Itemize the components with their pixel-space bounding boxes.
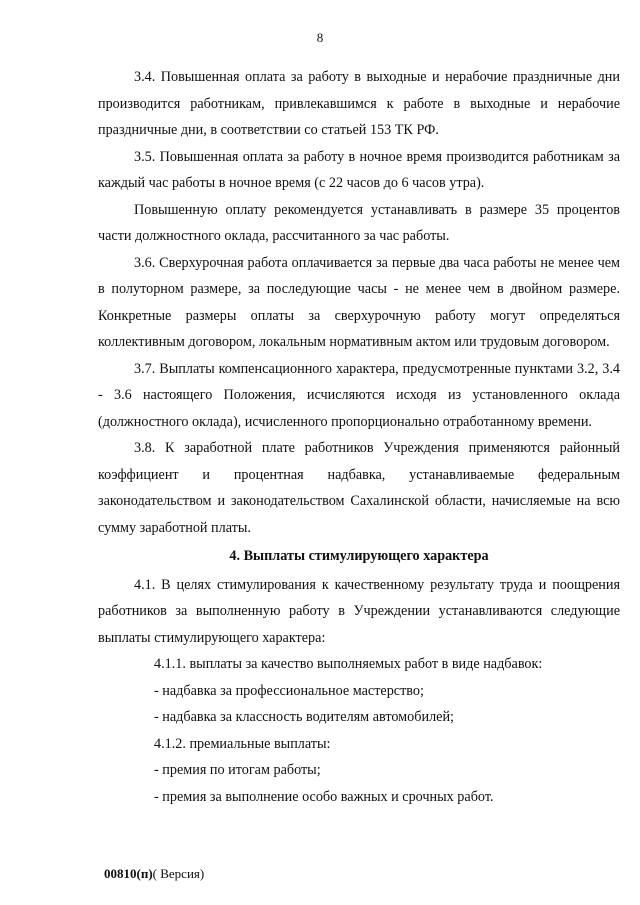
paragraph-3-5-rate: Повышенную оплату рекомендуется устанавливать в размере 35 процентов части должностного оклада, рассчитанного за час работы. [98, 201, 620, 244]
paragraph-3-6: 3.6. Сверхурочная работа оплачивается за первые два часа работы не менее чем в полуторном размере, за последующие часы - не менее чем в двойном размере. Конкретные размеры оплаты за сверхурочную работу могут определяться коллективным договором, локальным нормативным актом или трудовым договором. [98, 254, 620, 350]
document-version: ( Версия) [152, 866, 205, 881]
page-number: 8 [316, 30, 324, 45]
document-body [98, 64, 620, 810]
paragraph-3-4: 3.4. Повышенная оплата за работу в выходные и нерабочие праздничные дни производится работникам, привлекавшимся к работе в выходные и нерабочие праздничные дни, в соответствии со статьей 153 ТК РФ. [98, 69, 620, 138]
paragraph-3-5: 3.5. Повышенная оплата за работу в ночное время производится работникам за каждый час работы в ночное время (с 22 часов до 6 часов утра). [98, 148, 620, 191]
list-item-dash: - премия за выполнение особо важных и срочных работ. [154, 788, 494, 805]
document-footer [104, 866, 204, 882]
document-code: 00810(п) [104, 866, 153, 881]
paragraph-4-1: 4.1. В целях стимулирования к качественному результату труда и поощрения работников за выполненную работу в Учреждении устанавливаются следующие выплаты стимулирующего характера: [98, 576, 620, 646]
list-item-dash: - премия по итогам работы; [154, 762, 321, 778]
section-heading: 4. Выплаты стимулирующего характера [229, 548, 489, 564]
paragraph-3-8: 3.8. К заработной плате работников Учреждения применяются районный коэффициент и процентная надбавка, устанавливаемые федеральным законодательством и законодательством Сахалинской области, начисляемые на всю сумму заработной платы. [98, 440, 620, 536]
list-item-dash: - надбавка за классность водителям автомобилей; [154, 709, 454, 725]
list-item-dash: - надбавка за профессиональное мастерство; [154, 682, 424, 699]
list-item-4-1-2: 4.1.2. премиальные выплаты: [154, 735, 331, 752]
list-item-4-1-1: 4.1.1. выплаты за качество выполняемых работ в виде надбавок: [154, 656, 543, 672]
paragraph-3-7: 3.7. Выплаты компенсационного характера, предусмотренные пунктами 3.2, 3.4 - 3.6 настоящего Положения, исчисляются исходя из установленного оклада (должностного оклада), исчисленного пропорционально отработанному времени. [98, 360, 620, 430]
